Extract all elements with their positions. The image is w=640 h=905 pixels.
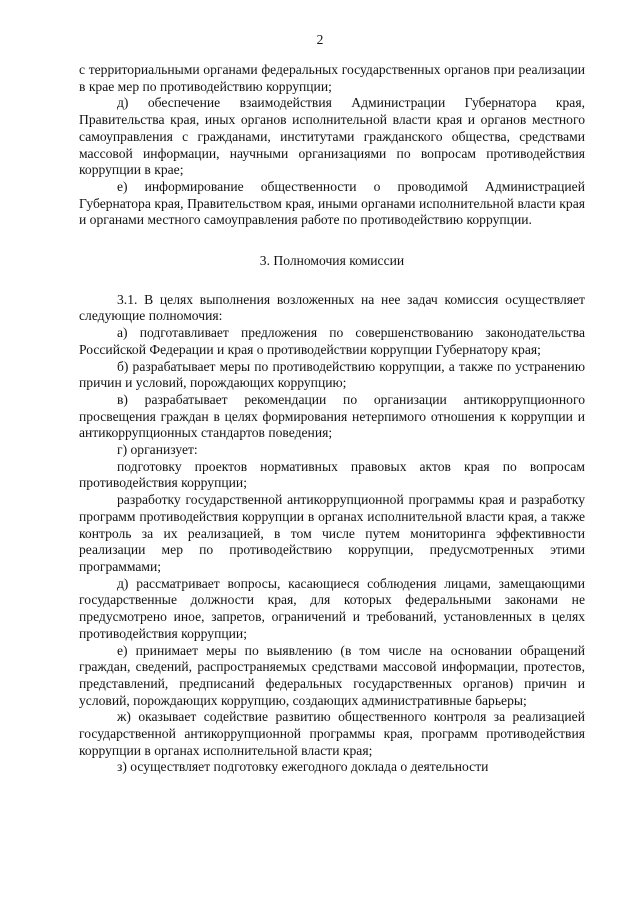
paragraph-item-z: з) осуществляет подготовку ежегодного доклада о деятельности — [117, 759, 489, 775]
paragraph-g-sub-1: подготовку проектов нормативных правовых актов края по вопросам противодействия коррупции; — [79, 458, 585, 491]
paragraph-item-zh: ж) оказывает содействие развитию общественного контроля за реализацией государственной антикоррупционной программы края, программ противодействия коррупции в органах исполнительной власти края; — [79, 709, 585, 758]
page-number: 2 — [316, 32, 324, 47]
section-heading: 3. Полномочия комиссии — [259, 253, 405, 269]
document-body — [79, 62, 585, 776]
paragraph-item-v: в) разрабатывает рекомендации по организации антикоррупционного просвещения граждан в целях формирования нетерпимого отношения к коррупции и антикоррупционных стандартов поведения; — [79, 391, 585, 441]
paragraph-item-d2: д) рассматривает вопросы, касающиеся соблюдения лицами, замещающими государственные должности края, для которых федеральными законами не предусмотрено иное, запретов, ограничений и требований, установленных в целях противодействия коррупции; — [79, 575, 585, 641]
paragraph-item-a: а) подготавливает предложения по совершенствованию законодательства Российской Федерации и края о противодействии коррупции Губернатору края; — [79, 325, 585, 357]
paragraph-g-sub-2: разработку государственной антикоррупционной программы края и разработку программ противодействия коррупции в органах исполнительной власти края, а также контроль за их реализацией, в том числе путем мониторинга эффективности реализации мер по противодействию коррупции, предусмотренных этими программами; — [79, 492, 585, 574]
paragraph-3-1: 3.1. В целях выполнения возложенных на нее задач комиссия осуществляет следующие полномочия: — [79, 291, 585, 324]
paragraph-item-g: г) организует: — [117, 442, 198, 458]
paragraph-item-d: д) обеспечение взаимодействия Администрации Губернатора края, Правительства края, иных органов исполнительной власти края и органов местного самоуправления с гражданами, институтами гражданского общества, средствами массовой информации, научными организациями по вопросам противодействия коррупции в крае; — [79, 95, 585, 178]
paragraph-item-e2: е) принимает меры по выявлению (в том числе на основании обращений граждан, сведений, распространяемых средствами массовой информации, протестов, представлений, предписаний федеральных государственных органов) причин и условий, порождающих коррупцию, создающих административные барьеры; — [79, 642, 585, 708]
paragraph-item-b: б) разрабатывает меры по противодействию коррупции, а также по устранению причин и условий, порождающих коррупцию; — [79, 358, 585, 391]
paragraph-item-e: е) информирование общественности о проводимой Администрацией Губернатора края, Правительством края, иными органами исполнительной власти края и органами местного самоуправления работе по противодействию коррупции. — [79, 178, 585, 228]
paragraph-continuation: с территориальными органами федеральных государственных органов при реализации в крае мер по противодействию коррупции; — [79, 62, 585, 94]
